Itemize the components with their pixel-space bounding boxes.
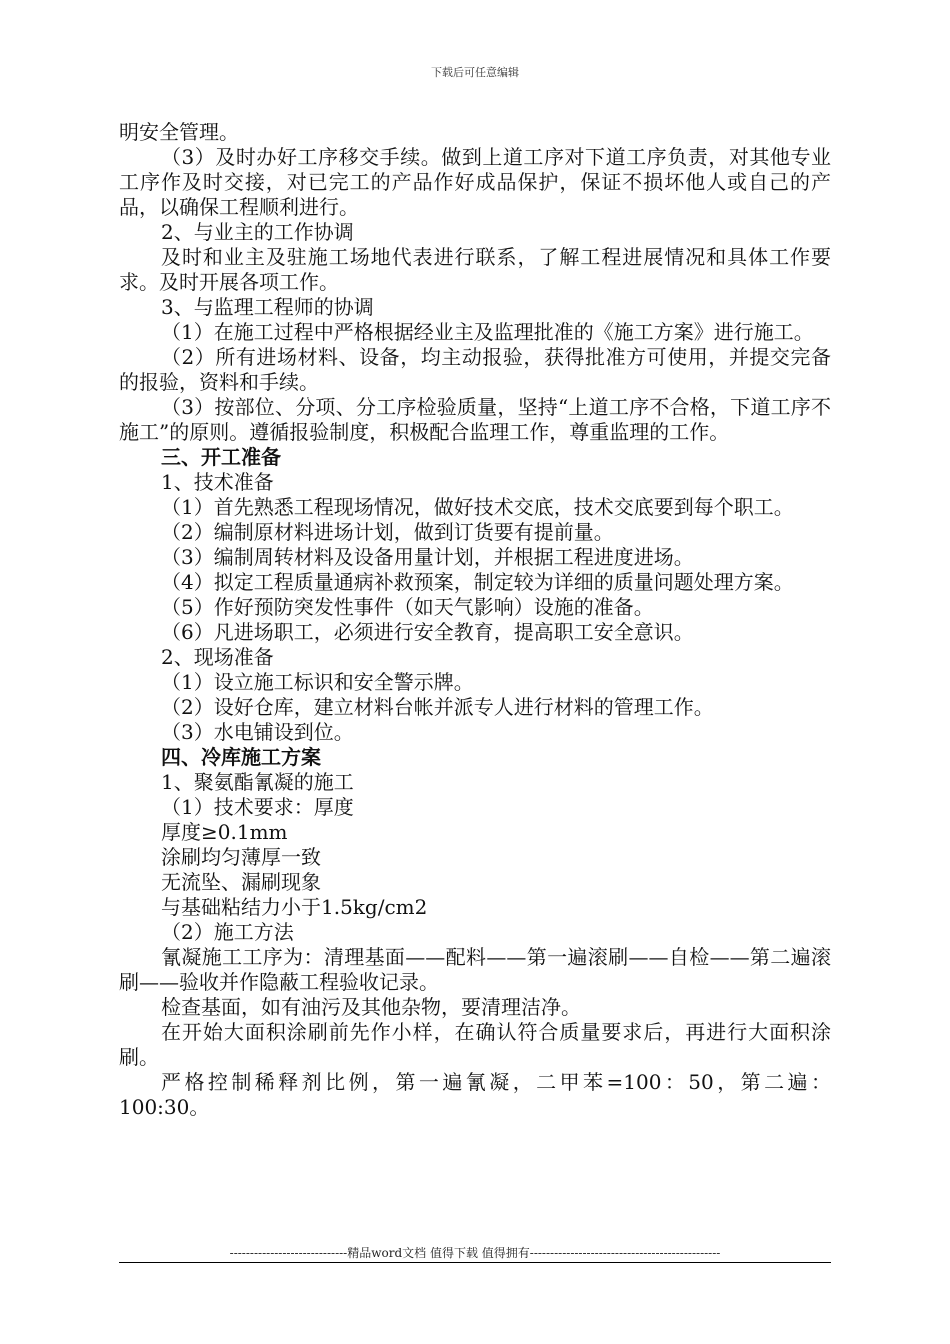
paragraph: 涂刷均匀薄厚一致 — [161, 845, 321, 869]
footer-rule — [119, 1262, 831, 1263]
paragraph: 厚度≥0.1mm — [161, 820, 288, 844]
paragraph: （4）拟定工程质量通病补救预案，制定较为详细的质量问题处理方案。 — [161, 570, 794, 594]
paragraph: （2）设好仓库，建立材料台帐并派专人进行材料的管理工作。 — [161, 695, 714, 719]
paragraph: 无流坠、漏刷现象 — [161, 870, 321, 894]
page-footer: -----------------------------精品word文档 值得下载 值得拥有----------------------------------------------- — [229, 1246, 721, 1260]
paragraph: 明安全管理。 — [119, 120, 239, 144]
paragraph: 1、技术准备 — [161, 470, 274, 494]
paragraph: 严格控制稀释剂比例，第一遍氰凝，二甲苯=100：50，第二遍：100:30。 — [119, 1070, 831, 1119]
paragraph: 在开始大面积涂刷前先作小样，在确认符合质量要求后，再进行大面积涂刷。 — [119, 1020, 831, 1069]
section-heading: 三、开工准备 — [161, 445, 281, 469]
document-body — [119, 120, 831, 1120]
paragraph: 2、现场准备 — [161, 645, 274, 669]
paragraph: （5）作好预防突发性事件（如天气影响）设施的准备。 — [161, 595, 654, 619]
paragraph: 检查基面，如有油污及其他杂物，要清理洁净。 — [161, 995, 581, 1019]
paragraph: （1）在施工过程中严格根据经业主及监理批准的《施工方案》进行施工。 — [161, 320, 814, 344]
paragraph: （3）按部位、分项、分工序检验质量，坚持“上道工序不合格，下道工序不施工”的原则。遵循报验制度，积极配合监理工作，尊重监理的工作。 — [119, 395, 831, 444]
paragraph: 1、聚氨酯氰凝的施工 — [161, 770, 354, 794]
paragraph: （3）水电铺设到位。 — [161, 720, 354, 744]
paragraph: （2）施工方法 — [161, 920, 294, 944]
paragraph: （2）所有进场材料、设备，均主动报验，获得批准方可使用，并提交完备的报验，资料和手续。 — [119, 345, 831, 394]
paragraph: 氰凝施工工序为：清理基面——配料——第一遍滚刷——自检——第二遍滚刷——验收并作隐蔽工程验收记录。 — [119, 945, 831, 994]
page-header: 下载后可任意编辑 — [431, 66, 519, 79]
paragraph: （3）编制周转材料及设备用量计划，并根据工程进度进场。 — [161, 545, 694, 569]
paragraph: 与基础粘结力小于1.5kg/cm2 — [161, 895, 428, 919]
paragraph: （1）技术要求：厚度 — [161, 795, 354, 819]
section-heading: 四、冷库施工方案 — [161, 745, 321, 769]
paragraph: （1）首先熟悉工程现场情况，做好技术交底，技术交底要到每个职工。 — [161, 495, 794, 519]
paragraph: （6）凡进场职工，必须进行安全教育，提高职工安全意识。 — [161, 620, 694, 644]
paragraph: 2、与业主的工作协调 — [161, 220, 354, 244]
paragraph: （1）设立施工标识和安全警示牌。 — [161, 670, 474, 694]
paragraph: （3）及时办好工序移交手续。做到上道工序对下道工序负责，对其他专业工序作及时交接，对已完工的产品作好成品保护，保证不损坏他人或自己的产品，以确保工程顺利进行。 — [119, 145, 831, 219]
paragraph: 及时和业主及驻施工场地代表进行联系，了解工程进展情况和具体工作要求。及时开展各项工作。 — [119, 245, 831, 294]
paragraph: 3、与监理工程师的协调 — [161, 295, 374, 319]
paragraph: （2）编制原材料进场计划，做到订货要有提前量。 — [161, 520, 614, 544]
